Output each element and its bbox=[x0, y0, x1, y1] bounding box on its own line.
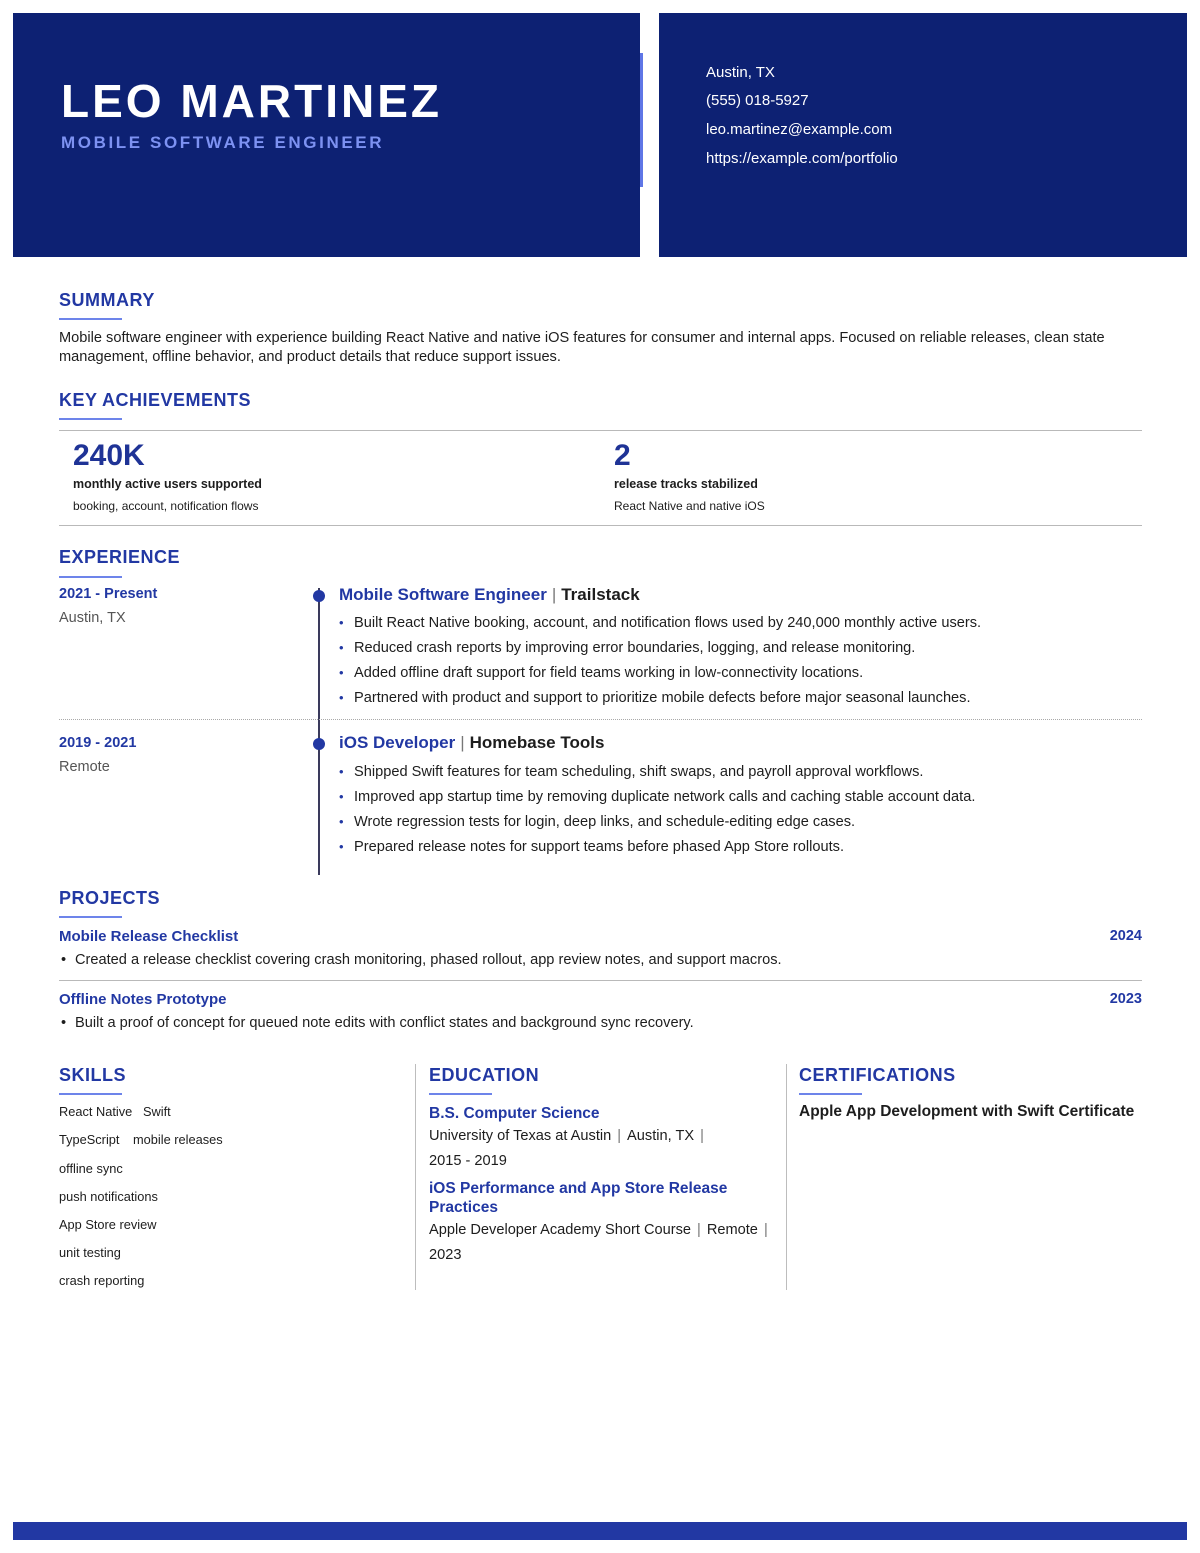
timeline-dot bbox=[313, 738, 325, 750]
achievements-bottom-rule bbox=[59, 525, 1142, 526]
column-divider bbox=[786, 1064, 787, 1290]
achievement-value: 240K bbox=[73, 439, 145, 472]
achievement-value: 2 bbox=[614, 439, 631, 472]
education-school: University of Texas at Austin bbox=[429, 1128, 612, 1144]
skill-tag: Swift bbox=[143, 1104, 171, 1119]
job-company: Trailstack bbox=[561, 585, 640, 604]
column-divider bbox=[415, 1064, 416, 1290]
achievements-underline bbox=[59, 418, 122, 420]
skills-underline bbox=[59, 1093, 122, 1095]
candidate-role: MOBILE SOFTWARE ENGINEER bbox=[61, 133, 385, 152]
job-bullet: • Prepared release notes for support teams before phased App Store rollouts. bbox=[339, 839, 844, 855]
skill-tag: mobile releases bbox=[133, 1132, 223, 1147]
achievements-heading: KEY ACHIEVEMENTS bbox=[59, 390, 252, 410]
project-bullet: • Created a release checklist covering crash monitoring, phased rollout, app review notes, and support macros. bbox=[61, 952, 782, 968]
project-bullet: • Built a proof of concept for queued note edits with conflict states and background sync recovery. bbox=[61, 1015, 694, 1031]
job-title: iOS Developer bbox=[339, 733, 456, 752]
projects-heading: PROJECTS bbox=[59, 888, 161, 908]
education-degree: B.S. Computer Science bbox=[429, 1105, 600, 1122]
education-degree: iOS Performance and App Store Release Practices bbox=[429, 1180, 728, 1216]
project-name: Mobile Release Checklist bbox=[59, 928, 239, 945]
footer-bar bbox=[13, 1522, 1187, 1540]
skill-tag: push notifications bbox=[59, 1189, 158, 1204]
education-heading: EDUCATION bbox=[429, 1065, 540, 1085]
job-dates: 2019 - 2021 bbox=[59, 735, 137, 751]
job-separator: | bbox=[460, 733, 465, 752]
summary-underline bbox=[59, 318, 122, 320]
job-divider bbox=[59, 719, 1142, 720]
job-bullet: • Shipped Swift features for team scheduling, shift swaps, and payroll approval workflows. bbox=[339, 764, 924, 780]
project-year: 2024 bbox=[1109, 928, 1142, 944]
skill-tag: offline sync bbox=[59, 1161, 123, 1176]
projects-underline bbox=[59, 916, 122, 918]
job-dates: 2021 - Present bbox=[59, 586, 158, 602]
job-company: Homebase Tools bbox=[469, 733, 605, 752]
job-bullet: • Wrote regression tests for login, deep links, and schedule-editing edge cases. bbox=[339, 814, 856, 830]
achievement-detail: booking, account, notification flows bbox=[73, 499, 259, 513]
job-bullet: • Built React Native booking, account, and notification flows used by 240,000 monthly active users. bbox=[339, 615, 982, 631]
summary-heading: SUMMARY bbox=[59, 290, 155, 310]
skill-tag: App Store review bbox=[59, 1217, 157, 1232]
job-bullet: • Improved app startup time by removing duplicate network calls and caching stable account data. bbox=[339, 789, 976, 805]
header-accent-bar bbox=[640, 53, 643, 187]
candidate-name: LEO MARTINEZ bbox=[61, 75, 442, 127]
job-bullet: • Partnered with product and support to prioritize mobile defects before major seasonal launches. bbox=[339, 690, 971, 706]
achievements-top-rule bbox=[59, 430, 1142, 431]
job-location: Austin, TX bbox=[59, 610, 126, 626]
project-divider bbox=[59, 980, 1142, 981]
project-year: 2023 bbox=[1109, 991, 1142, 1007]
achievement-detail: React Native and native iOS bbox=[614, 499, 765, 513]
job-heading bbox=[339, 733, 604, 753]
certification-item: Apple App Development with Swift Certificate bbox=[799, 1103, 1135, 1120]
contact-phone[interactable]: (555) 018-5927 bbox=[706, 92, 809, 109]
skill-tag: TypeScript bbox=[59, 1132, 120, 1147]
education-location: Remote bbox=[706, 1222, 758, 1238]
skill-tag: React Native bbox=[59, 1104, 133, 1119]
education-school-line: Apple Developer Academy Short Course | Remote | bbox=[429, 1222, 768, 1238]
achievement-label: release tracks stabilized bbox=[614, 477, 758, 491]
contact-location: Austin, TX bbox=[706, 64, 775, 81]
project-name: Offline Notes Prototype bbox=[59, 991, 227, 1008]
skill-tag: unit testing bbox=[59, 1245, 121, 1260]
education-school: Apple Developer Academy Short Course bbox=[429, 1222, 692, 1238]
experience-timeline bbox=[318, 588, 320, 875]
contact-website[interactable]: https://example.com/portfolio bbox=[706, 150, 898, 167]
timeline-dot bbox=[313, 590, 325, 602]
experience-underline bbox=[59, 576, 122, 578]
summary-text: Mobile software engineer with experience building React Native and native iOS features for consumer and internal apps. Focused on reliable releases, clean state management, offline behavior, and product details that reduce support issues. bbox=[59, 330, 1105, 365]
job-separator: | bbox=[551, 585, 557, 604]
experience-heading: EXPERIENCE bbox=[59, 547, 181, 567]
job-title: Mobile Software Engineer bbox=[339, 585, 547, 604]
skill-tag: crash reporting bbox=[59, 1273, 145, 1288]
achievement-label: monthly active users supported bbox=[73, 477, 262, 491]
education-underline bbox=[429, 1093, 492, 1095]
certifications-underline bbox=[799, 1093, 862, 1095]
certifications-heading: CERTIFICATIONS bbox=[799, 1065, 956, 1085]
job-bullet: • Reduced crash reports by improving error boundaries, logging, and release monitoring. bbox=[339, 640, 916, 656]
education-years: 2023 bbox=[429, 1247, 462, 1263]
education-location: Austin, TX bbox=[627, 1128, 695, 1144]
contact-email[interactable]: leo.martinez@example.com bbox=[706, 121, 893, 138]
job-bullet: • Added offline draft support for field teams working in low-connectivity locations. bbox=[339, 665, 864, 681]
job-location: Remote bbox=[59, 759, 110, 775]
education-years: 2015 - 2019 bbox=[429, 1153, 507, 1169]
education-school-line: University of Texas at Austin | Austin, TX | bbox=[429, 1128, 704, 1144]
skills-heading: SKILLS bbox=[59, 1065, 127, 1085]
job-heading bbox=[339, 585, 640, 605]
